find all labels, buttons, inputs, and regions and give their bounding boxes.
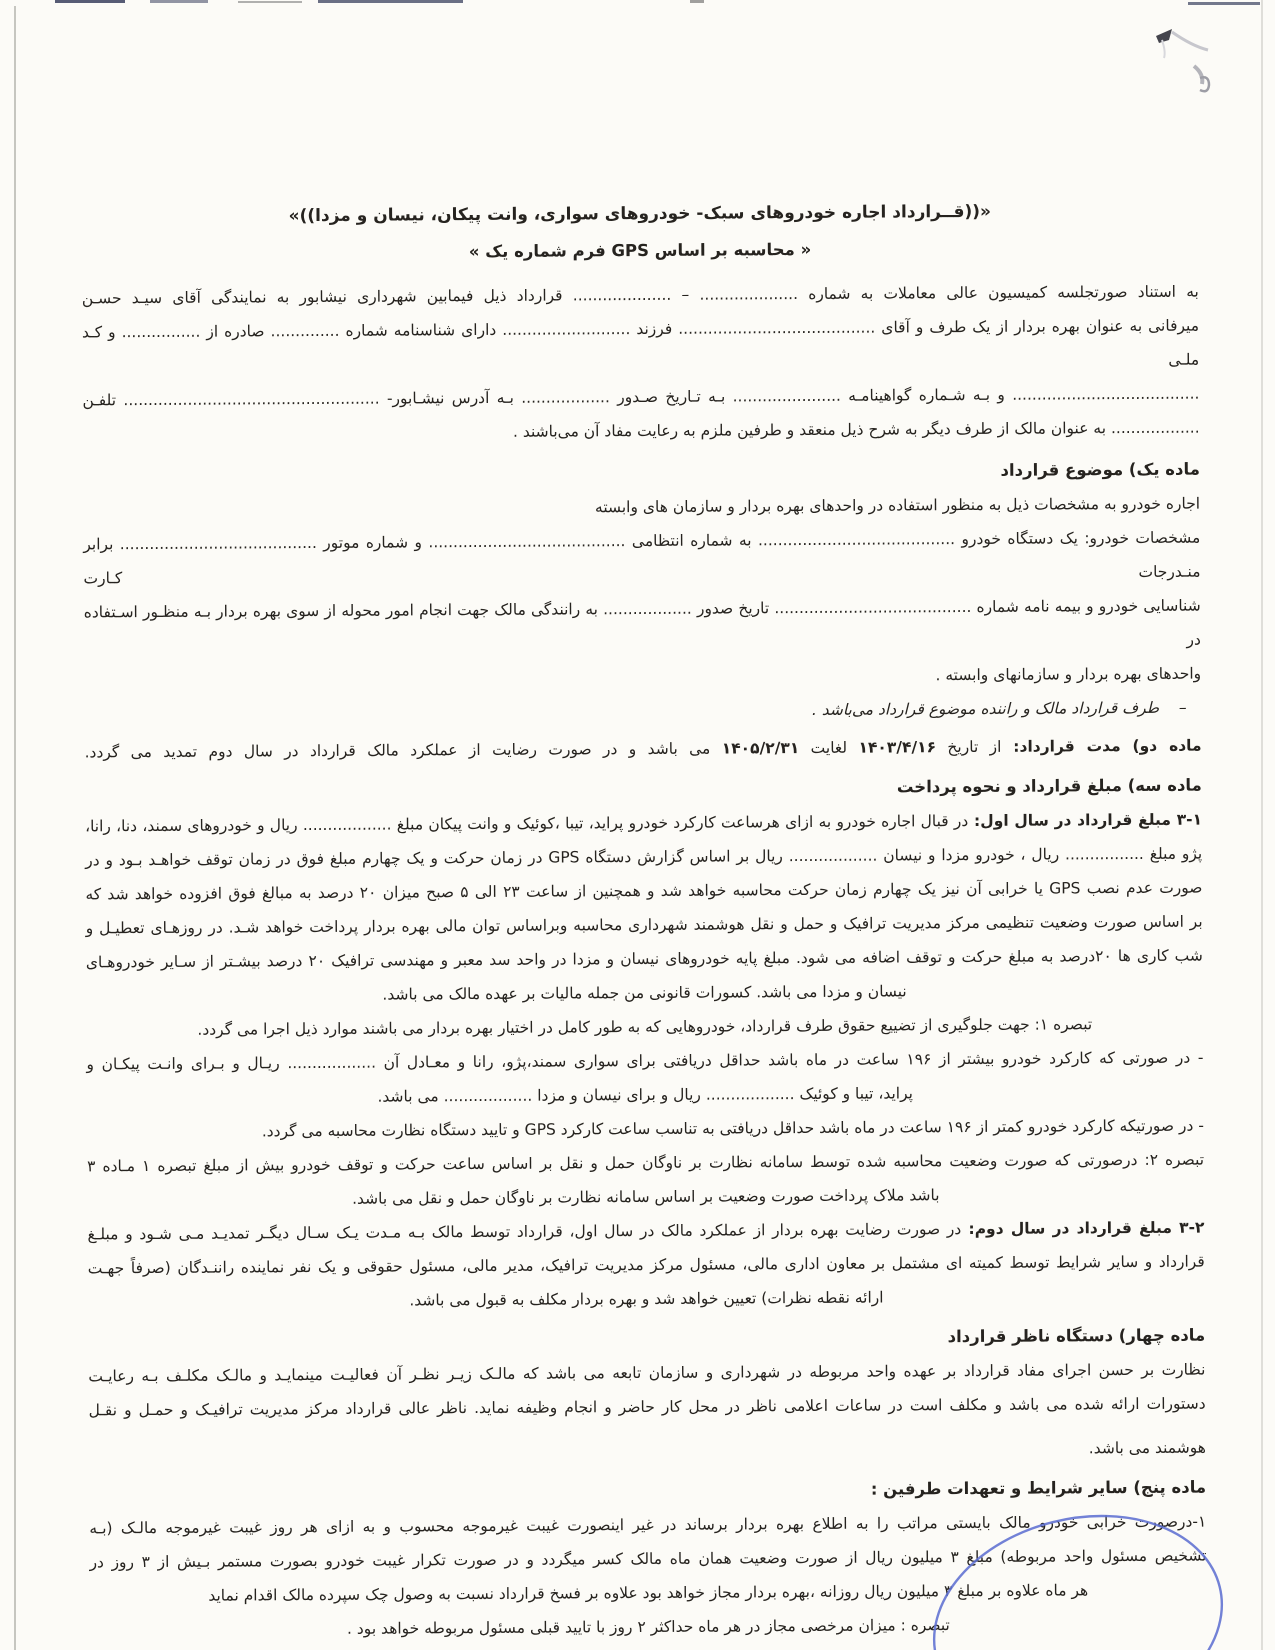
article-1-line — [83, 521, 1200, 596]
text-run: هر ماه علاوه بر مبلغ ۳ میلیون ریال روزانه ،بهره بردار مجاز خواهد بود علاوه بر فسخ قرارداد نسبت به وصول چک سپرده مالک اقدام نماید — [208, 1581, 1089, 1605]
text-run: دستورات ارائه شده می باشد و مکلف است در ساعات اعلامی ناظر در محل کار حاضر و انجام وظیفه نماید. ناظر عالی قرارداد مرکز مدیریت ترافیـک و حمـل و نقـل — [88, 1394, 1206, 1420]
text-run: به استناد صورتجلسه کمیسیون عالی معاملات به شماره .................... – .................... قرارداد ذیل فیمابین شهرداری نیشابور به نمایندگی آقای سیـد حسـن — [81, 282, 1199, 308]
text-run: ماده پنج) سایر شرایط و تعهدات طرفین : — [870, 1477, 1207, 1499]
text-run: ...................................... و بـه شـماره گواهینامـه ...................... بـه تـاریخ صـدور .................. بـه آدرس نیشـابور- .................................................... تلفـن — [82, 384, 1200, 410]
article-2-line — [84, 729, 1201, 770]
article-4-line — [89, 1387, 1206, 1428]
text-run: شب کاری ها ۲۰درصد به مبلغ حرکت و توقف اضافه می شود. مبلغ پایه خودروهای نیسان و مزدا در واحد سد معبر و مهندسی ترافیک ۲۰ درصد بیشـتر از سـایر خودروهـای — [85, 946, 1203, 972]
text-run: در صورت رضایت بهره بردار از عملکرد مالک در سال اول، قرارداد توسط مالک بـه مـدت یـک سـال دیگـر تمدیـد مـی شـود و مبلـغ — [87, 1220, 962, 1244]
text-run: .................. به عنوان مالک از طرف دیگر به شرح ذیل منعقد و طرفین ملزم به رعایت مفاد آن می‌باشند . — [512, 418, 1200, 441]
text-run: ماده یک) موضوع قرارداد — [1000, 459, 1200, 480]
text-run: شناسایی خودرو و بیمه نامه شماره ........................................ تاریخ صدور .................. به رانندگی مالک جهت انجام امور محوله از سوی بهره بردار بـه منظـور اسـتفاده در — [83, 596, 1201, 649]
text-run: ماده سه) مبلغ قرارداد و نحوه پرداخت — [896, 775, 1202, 797]
text-run: نیسان و مزدا می باشد. کسورات قانونی من جمله مالیات بر عهده مالک می باشد. — [382, 982, 907, 1004]
text-run: «((قــرارداد اجاره خودروهای سبک- خودروهای سواری، وانت پیکان، نیسان و مزدا))» — [288, 201, 992, 227]
text-run: - در صورتیکه کارکرد خودرو کمتر از ۱۹۶ ساعت در ماه باشد حداقل دریافتی به تناسب ساعت کارکرد GPS و تایید دستگاه نظارت محاسبه می گردد. — [261, 1116, 1204, 1141]
pen-circle-stroke — [911, 1487, 1244, 1650]
text-run: واحدهای بهره بردار و سازمانهای وابسته . — [935, 664, 1202, 685]
text-run: پراید، تیبا و کوئیک .................. ریال و برای نیسان و مزدا .................. می باشد. — [377, 1084, 914, 1106]
text-run: ۱۴۰۳/۴/۱۶ — [858, 738, 937, 757]
preamble-line — [82, 309, 1199, 384]
text-run: تشخیص مسئول واحد مربوطه) مبلغ ۳ میلیون ریال از صورت وضعیت همان ماه مالک کسر میگردد و در صورت تکرار غیبت خودرو بصورت مستمر بـیش از ۳ روز در — [89, 1546, 1207, 1572]
text-run: ارائه نقطه نظرات) تعیین خواهد شد و بهره بردار مکلف به قبول می باشد. — [409, 1288, 884, 1310]
text-run: ۳-۱ مبلغ قرارداد در سال اول: — [968, 810, 1203, 830]
text-run: قرارداد و سایر شرایط توسط کمیته ای مشتمل بر معاون اداری مالی، مسئول مرکز مدیریت ترافیک، مدیر مالی، مسئول حقوقی و یک نفر نماینده راننـدگان (صرفاً جهـت — [87, 1252, 1205, 1278]
text-run: مشخصات خودرو: یک دستگاه خودرو ........................................ به شماره انتظامی ........................................ و شماره موتور ........................................ برابر منـدرجات کـارت — [83, 528, 1201, 588]
text-run: لغایت — [799, 738, 859, 758]
text-run: از تاریخ — [935, 737, 1002, 757]
article-1-note — [84, 691, 1201, 732]
text-run: صورت عدم نصب GPS یا خرابی آن نیز یک چهارم زمان حرکت محاسبه خواهد شد و همچنین از ساعت ۲۳ الی ۵ صبح میزان ۲۰ درصد به مبالغ فوق افزوده خواهد شد که — [85, 878, 1203, 904]
note-1-item — [86, 1041, 1203, 1082]
article-1-line — [84, 589, 1201, 664]
text-run: نظارت بر حسن اجرای مفاد قرارداد بر عهده واحد مربوطه در شهرداری و سازمان تابعه می باشد که مالـک زیـر نظـر آن فعالیـت مینمایـد و مالـک مکلـف بـه رعایـت — [88, 1360, 1206, 1386]
text-run: « محاسبه بر اساس GPS فرم شماره یک » — [468, 239, 812, 262]
contract-subtitle — [81, 230, 1198, 272]
text-run: اجاره خودرو به مشخصات ذیل به منظور استفاده در واحدهای بهره بردار و سازمان های وابسته — [594, 494, 1201, 517]
article-3-line — [88, 1245, 1205, 1286]
text-run: ماده دو) مدت قرارداد: — [1001, 736, 1202, 756]
text-run: – طرف قرارداد مالک و راننده موضوع قرارداد می‌باشد . — [811, 698, 1202, 719]
note-2-line — [87, 1143, 1204, 1184]
preamble-line — [83, 411, 1200, 452]
text-run: تبصره ۱: جهت جلوگیری از تضییع حقوق طرف قرارداد، خودروهایی که به طور کامل در اختیار بهره بردار می باشند موارد ذیل اجرا می گردد. — [197, 1015, 1093, 1039]
text-run: در قبال اجاره خودرو به ازای هرساعت کارکرد خودرو پراید، تیبا ،کوئیک و وانت پیکان مبلغ .................. ریال و خودروهای سمند، دنا، رانا، — [84, 811, 969, 836]
article-3-line — [86, 939, 1203, 980]
text-run: تبصره ۲: درصورتی که صورت وضعیت محاسبه شده توسط سامانه نظارت بر ناوگان حمل و نقل بر اساس ساعت حرکت و توقف خودرو بیش از مبلغ تبصره ۱ مـاده ۳ — [87, 1150, 1205, 1176]
text-run: بر اساس صورت وضعیت تنظیمی مرکز مدیریت ترافیک و حمل و نقل هوشمند شهرداری محاسبه وبراساس توان مالی بهره بردار پرداخت خواهد شـد. در روزهـای تعطیـل و — [85, 912, 1203, 938]
text-run: ۱-درصورت خرابی خودرو مالک بایستی مراتب را به اطلاع بهره بردار برساند در غیر اینصورت غیبت غیرموجه محسوب و به ازای هر روز غیبت غیرموجه مالـک (بـه — [89, 1512, 1207, 1538]
pen-circle-annotation — [880, 1465, 1275, 1650]
text-run: پژو مبلغ ................ ریال ، خودرو مزدا و نیسان .................. ریال بر اساس گزارش دستگاه GPS در زمان حرکت و یک چهارم مبلغ فوق در زمان توقف خواهـد بـود و در — [85, 844, 1203, 870]
text-run: باشد ملاک پرداخت صورت وضعیت بر اساس سامانه نظارت بر ناوگان حمل و نقل می باشد. — [352, 1186, 940, 1208]
text-run: ۳-۲ مبلغ قرارداد در سال دوم: — [961, 1218, 1205, 1239]
text-run: می باشد و در صورت رضایت از عملکرد مالک قرارداد در سال دوم تمدید می گردد. — [84, 739, 722, 762]
article-3-line — [88, 1279, 1205, 1320]
text-run: تبصره : میزان مرخصی مجاز در هر ماه حداکثر ۲ روز با تایید قبلی مسئول مربوطه خواهد بود . — [346, 1616, 950, 1638]
text-run: ماده چهار) دستگاه ناظر قرارداد — [947, 1325, 1206, 1347]
text-run: - در صورتی که کارکرد خودرو بیشتر از ۱۹۶ ساعت در ماه باشد حداقل دریافتی برای سواری سمند،پژو، رانا و معـادل آن .................. ریـال و بـرای وانـت پیکـان و — [86, 1048, 1204, 1074]
text-run: هوشمند می باشد. — [1088, 1438, 1206, 1458]
text-run: ۱۴۰۵/۲/۳۱ — [721, 739, 800, 758]
text-run: میرفانی به عنوان بهره بردار از یک طرف و آقای ........................................ فرزند .......................... دارای شناسنامه شماره .............. صادره از ................ و کـد ملـی — [81, 316, 1200, 369]
